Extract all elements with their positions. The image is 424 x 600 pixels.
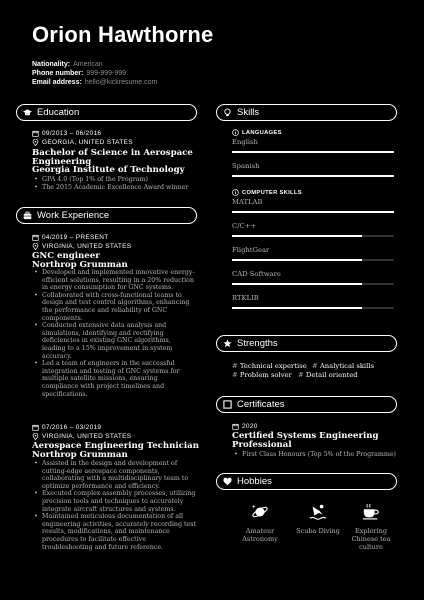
nationality-value: American: [73, 61, 103, 68]
hobby-label-line: Amateur: [245, 527, 275, 535]
bullet-line: integration and testing of GNC systems for: [42, 367, 180, 375]
list-item: [32, 269, 210, 292]
hobby-label-line: Astronomy: [242, 535, 278, 543]
strength-tag: # Analytical skills: [312, 362, 374, 370]
strength-text: Analytical skills: [319, 362, 374, 370]
strengths-section-header: [216, 335, 397, 352]
bullet-line: leading to a 15% improvement in system: [42, 344, 173, 352]
hobby-label: [230, 527, 290, 543]
skill-name: Spanish: [232, 162, 260, 170]
skill-level-bar: [232, 259, 394, 261]
list-item: [32, 292, 210, 322]
bullet-line: compliance with project timelines and: [42, 382, 165, 390]
skill-level-bar: [232, 307, 394, 309]
languages-heading: [232, 129, 282, 136]
bullet-line: in energy consumption for GNC systems.: [42, 284, 174, 292]
job-2-role: Aerospace Engineering Technician: [32, 441, 199, 451]
nationality-label: Nationality:: [32, 61, 71, 68]
computer-skills-heading: [232, 189, 302, 196]
experience-section-header: [16, 207, 197, 224]
bullet-line: accuracy.: [42, 352, 72, 360]
bulb-icon: [223, 108, 232, 117]
job-2-bullets: [32, 460, 210, 551]
job-1-bullets: [32, 269, 210, 398]
skill-level-fill: [232, 307, 362, 309]
email-row: [32, 78, 157, 87]
bullet-line: Maintained meticulous documentation of all: [42, 513, 184, 521]
bullet-line: Led a team of engineers in the successful: [42, 360, 175, 368]
certificate-icon: [223, 400, 232, 409]
bullet-line: optimize performance and efficiency.: [42, 482, 160, 490]
bullet-line: deficiencies in existing GNC algorithms,: [42, 337, 171, 345]
bullet-line: components.: [42, 314, 83, 322]
bullet-line: troubleshooting and future reference.: [42, 543, 164, 551]
job-1-company: Northrop Grumman: [32, 260, 128, 270]
education-dates-text: 09/2013 – 06/2016: [42, 130, 102, 137]
phone-label: Phone number:: [32, 70, 84, 77]
skill-level-fill: [232, 211, 394, 213]
job-1-location: [32, 243, 131, 250]
education-bullets: [32, 176, 210, 191]
bullet-line: procedures to facilitate effective: [42, 535, 146, 543]
skill-name: C/C++: [232, 222, 257, 230]
planet-icon: [251, 503, 269, 521]
job-1-dates: [32, 234, 109, 241]
list-item: [32, 360, 210, 398]
list-item: [32, 322, 210, 360]
bullet-line: design and test control algorithms, enhancing: [42, 299, 190, 307]
job-2-dates: [32, 424, 101, 431]
strength-tag: # Technical expertise: [232, 362, 307, 370]
skill-name: RTKLIB: [232, 294, 259, 302]
education-location: [32, 139, 133, 146]
certificate-name: [232, 432, 379, 450]
job-2-dates-text: 07/2016 – 03/2019: [42, 424, 102, 431]
skill-level-fill: [232, 151, 394, 153]
skill-name: English: [232, 138, 258, 146]
list-item: • The 2015 Academic Excellence Award winner: [32, 184, 210, 192]
bullet-line: Conducted extensive data analysis and: [42, 322, 167, 330]
hobby-label: [345, 527, 397, 551]
school-name: Georgia Institute of Technology: [32, 165, 185, 175]
star-icon: [223, 339, 232, 348]
bullet-line: results, modifications, and maintenance: [42, 528, 170, 536]
job-1-location-text: VIRGINIA, UNITED STATES: [42, 243, 132, 250]
skill-name: MATLAB: [232, 198, 263, 206]
strength-text: Technical expertise: [239, 362, 307, 370]
skill-level-bar: [232, 175, 394, 177]
skill-level-bar: [232, 151, 394, 153]
experience-title: Work Experience: [37, 210, 110, 221]
education-dates: [32, 130, 101, 137]
strength-text: Detail oriented: [305, 371, 358, 379]
skills-section-header: [216, 104, 397, 121]
education-title: Education: [37, 107, 80, 118]
bullet-line: multiple satellite missions, ensuring: [42, 375, 158, 383]
education-location-text: GEORGIA, UNITED STATES: [42, 139, 133, 146]
email-value[interactable]: hello@kickresume.com: [84, 79, 158, 86]
strength-tag: # Detail oriented: [298, 371, 358, 379]
location-pin-icon: [32, 433, 39, 440]
hobby-label-line: Scuba Diving: [296, 527, 340, 535]
hobby-label-line: Exploring: [354, 527, 388, 535]
hobbies-section-header: [216, 473, 397, 490]
certificate-name-line-2: Professional: [232, 440, 292, 450]
list-item: [32, 490, 210, 513]
location-pin-icon: [32, 139, 39, 146]
certificate-year-text: 2020: [242, 423, 258, 430]
hobby-label-line: culture: [359, 543, 383, 551]
skill-level-fill: [232, 235, 362, 237]
job-2-location: [32, 433, 131, 440]
skill-level-bar: [232, 211, 394, 213]
list-item: • GPA 4.0 (Top 1% of the Program): [32, 176, 210, 184]
bullet-line: Developed and implemented innovative energy-: [42, 269, 195, 276]
bullet-line: specifications.: [42, 390, 88, 398]
candidate-name: Orion Hawthorne: [32, 22, 214, 47]
degree-line-1: Bachelor of Science in Aerospace: [32, 148, 193, 158]
strength-text: Problem solver: [239, 371, 292, 379]
list-item: [32, 460, 210, 490]
education-section-header: [16, 104, 197, 121]
briefcase-icon: [23, 211, 32, 220]
bullet-line: Executed complex assembly processes, utilizing: [42, 490, 196, 498]
info-circle-icon: [232, 189, 239, 196]
scuba-diving-icon: [309, 503, 327, 521]
calendar-icon: [32, 424, 39, 431]
heart-icon: [223, 477, 232, 486]
bullet-line: the performance and reliability of GNC: [42, 306, 168, 314]
calendar-icon: [32, 234, 39, 241]
bullet-line: cutting-edge aerospace components,: [42, 467, 160, 475]
bullet-line: Collaborated with cross-functional teams to: [42, 291, 182, 299]
skill-level-fill: [232, 175, 394, 177]
skill-level-bar: [232, 283, 394, 285]
certificates-section-header: [216, 396, 397, 413]
bullet-line: collaborating with a multidisciplinary team to: [42, 475, 189, 483]
email-label: Email address:: [32, 79, 82, 86]
location-pin-icon: [32, 243, 39, 250]
certificates-title: Certificates: [237, 399, 285, 410]
job-2-company: Northrop Grumman: [32, 450, 128, 460]
certificate-year: [232, 423, 258, 430]
bullet-line: precision tools and techniques to accurately: [42, 497, 184, 505]
nationality-row: [32, 60, 103, 69]
languages-heading-text: LANGUAGES: [242, 129, 282, 136]
job-1-role: GNC engineer: [32, 251, 100, 261]
bullet-line: efficient solutions, resulting in a 20% reduction: [42, 276, 195, 284]
info-circle-icon: [232, 129, 239, 136]
job-2-location-text: VIRGINIA, UNITED STATES: [42, 433, 132, 440]
bullet-line: integrate aircraft structures and systems.: [42, 505, 176, 513]
skills-title: Skills: [237, 107, 260, 118]
skill-level-fill: [232, 259, 362, 261]
bullet-line: engineering activities, accurately recording test: [42, 520, 197, 528]
hobby-label: [290, 527, 346, 535]
job-1-dates-text: 04/2019 – PRESENT: [42, 234, 109, 241]
phone-value: 999-999-999: [86, 70, 127, 77]
strength-tag: # Problem solver: [232, 371, 292, 379]
list-item: [32, 513, 210, 551]
skill-level-bar: [232, 235, 394, 237]
graduation-cap-icon: [23, 108, 32, 117]
calendar-icon: [232, 423, 239, 430]
certificate-bullets: [232, 451, 402, 459]
calendar-icon: [32, 130, 39, 137]
skill-name: FlightGear: [232, 246, 270, 254]
bullet-line: simulations, identifying and rectifying: [42, 329, 164, 337]
strengths-title: Strengths: [237, 338, 278, 349]
skill-level-fill: [232, 283, 362, 285]
computer-skills-heading-text: COMPUTER SKILLS: [242, 189, 302, 196]
bullet-line: Assisted in the design and development of: [42, 460, 178, 467]
skill-name: CAD Software: [232, 270, 281, 278]
hobby-label-line: Chinese tea: [351, 535, 391, 543]
list-item: • First Class Honours (Top 5% of the Programme): [232, 451, 402, 459]
hobbies-title: Hobbies: [237, 476, 272, 487]
tea-cup-icon: [362, 503, 380, 521]
degree-line-2: Engineering: [32, 157, 92, 167]
phone-row: [32, 69, 126, 78]
certificate-name-line-1: Certified Systems Engineering: [232, 431, 379, 441]
